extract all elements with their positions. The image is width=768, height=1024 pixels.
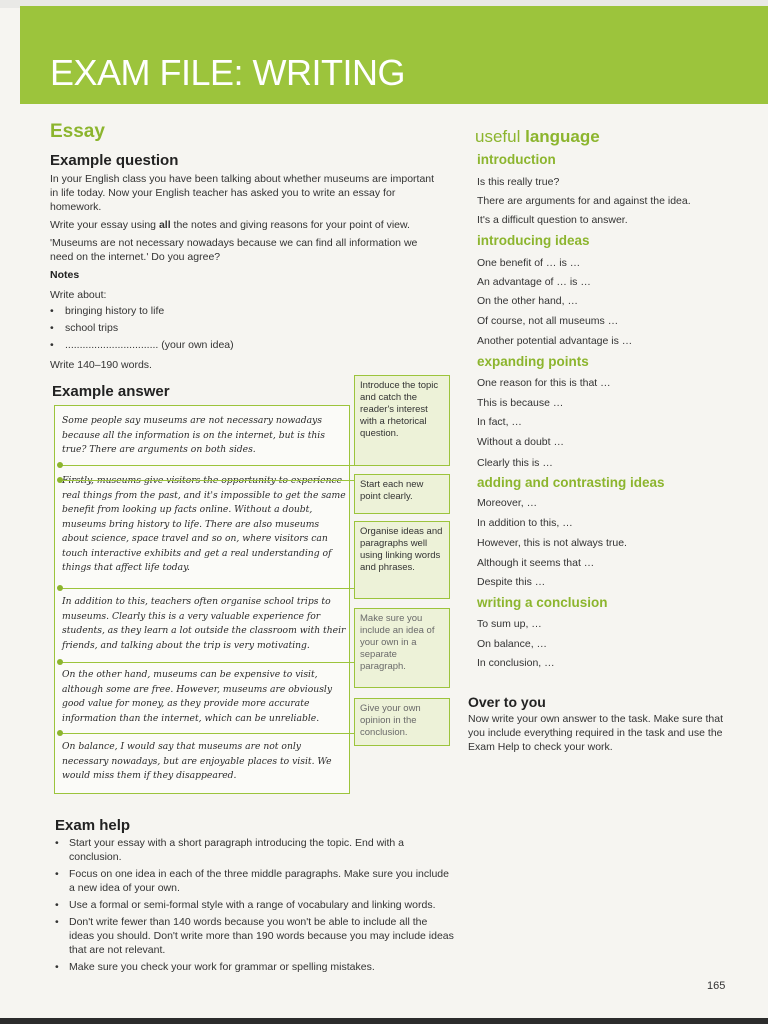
useful-bold: language [525,127,600,146]
bottom-band [0,1018,768,1024]
list-item: • Start your essay with a short paragraph introducing the topic. End with a conclusion. [55,836,455,864]
answer-paragraph-5: On balance, I would say that museums are not only necessary nowadays, but are enjoyable places to visit. We would miss them if they disappeared. [62,741,332,781]
introducing-ideas-heading: introducing ideas [477,233,590,248]
list-item: An advantage of … is … [477,276,591,288]
connector-line [60,588,354,589]
over-to-you-text: Now write your own answer to the task. Make sure that you include everything required in the task and use the Exam Help to check your work. [468,713,724,753]
list-item: • Don't write fewer than 140 words because you won't be able to include all the ideas you should. Don't write more than 190 words because you may include ideas that are not relevant. [55,915,455,957]
list-item: Without a doubt … [477,436,564,448]
useful-light: useful [475,127,526,146]
annotation-new-point: Start each new point clearly. [354,474,450,514]
instruction-pre: Write your essay using [50,219,159,231]
list-item: To sum up, … [477,618,542,630]
question-intro: In your English class you have been talking about whether museums are important in life today. Now your English teacher has asked you to write an essay for homework. [50,173,435,213]
connector-dot [57,730,63,736]
annotation-own-idea: Make sure you include an idea of your own in a separate paragraph. [354,608,450,688]
connector-line [60,662,354,663]
adding-contrasting-heading: adding and contrasting ideas [477,475,665,490]
connector-dot [57,585,63,591]
connector-line [60,480,354,481]
list-item: • bringing history to life [50,303,234,320]
answer-paragraph-3: In addition to this, teachers often organise school trips to museums. Clearly this is a very valuable experience for students, as they learn a lot outside the classroom with their friends, and talking about the trip is very motivating. [62,596,346,651]
question-quote: 'Museums are not necessary nowadays because we can find all information we need on the internet.' Do you agree? [50,237,418,263]
list-item: Another potential advantage is … [477,335,633,347]
list-item: Clearly this is … [477,457,553,469]
list-item: • school trips [50,320,234,337]
expanding-points-heading: expanding points [477,354,589,369]
connector-line [60,733,354,734]
example-answer-heading: Example answer [52,383,170,400]
list-item: • ................................ (your own idea) [50,337,234,354]
list-item: In fact, … [477,416,522,428]
list-item: Is this really true? [477,176,560,188]
instruction-bold: all [158,219,171,231]
connector-dot [57,462,63,468]
exam-help-heading: Exam help [55,817,131,834]
list-item: Despite this … [477,576,546,588]
list-item: On the other hand, … [477,295,578,307]
word-limit: Write 140–190 words. [50,359,152,371]
list-item: Moreover, … [477,497,538,509]
essay-heading: Essay [50,121,105,142]
list-item: It's a difficult question to answer. [477,214,628,226]
page-number: 165 [707,980,726,992]
answer-paragraph-1: Some people say museums are not necessary nowadays because all the information is on the internet, but is this true? There are arguments on both sides. [62,415,325,455]
answer-paragraph-4: On the other hand, museums can be expensive to visit, although some are free. However, museums are obviously good value for money, as they provide more accurate information than the internet, which can be unreliable. [62,669,333,724]
list-item: On balance, … [477,638,548,650]
writing-conclusion-heading: writing a conclusion [477,595,608,610]
list-item: In addition to this, … [477,517,573,529]
annotation-introduce: Introduce the topic and catch the reader's interest with a rhetorical question. [354,375,450,466]
over-to-you-heading: Over to you [468,694,546,710]
instruction-post: the notes and giving reasons for your point of view. [170,219,410,231]
title-banner [20,6,768,104]
exam-help-list [55,836,455,977]
list-item: Of course, not all museums … [477,315,619,327]
page-title: EXAM FILE: WRITING [50,52,406,93]
list-item: One benefit of … is … [477,257,581,269]
notes-label: Notes [50,269,80,281]
notes-list [50,303,234,354]
answer-paragraph-2: real things from the past, and it's impossible to get the same benefit from looking up facts online. Without a doubt, museums bring history to life. There are also museums about science, space travel and so on, where visitors can touch interactive exhibits and get a real understanding of things that affect life today. [62,489,346,573]
question-instruction [50,218,435,232]
list-item: There are arguments for and against the idea. [477,195,691,207]
example-question-heading: Example question [50,152,179,169]
annotation-opinion: Give your own opinion in the conclusion. [354,698,450,746]
list-item: This is because … [477,397,564,409]
list-item: In conclusion, … [477,657,555,669]
write-about-label: Write about: [50,289,107,301]
annotation-organise: Organise ideas and paragraphs well using linking words and phrases. [354,521,450,599]
connector-dot [57,659,63,665]
connector-line [60,465,354,466]
connector-dot [57,477,63,483]
list-item: • Use a formal or semi-formal style with a range of vocabulary and linking words. [55,898,455,912]
introduction-heading: introduction [477,152,556,167]
list-item: Although it seems that … [477,557,595,569]
list-item: • Make sure you check your work for grammar or spelling mistakes. [55,960,455,974]
list-item: One reason for this is that … [477,377,611,389]
useful-language-heading [475,127,600,147]
list-item: However, this is not always true. [477,537,627,549]
list-item: • Focus on one idea in each of the three middle paragraphs. Make sure you include a new idea of your own. [55,867,455,895]
